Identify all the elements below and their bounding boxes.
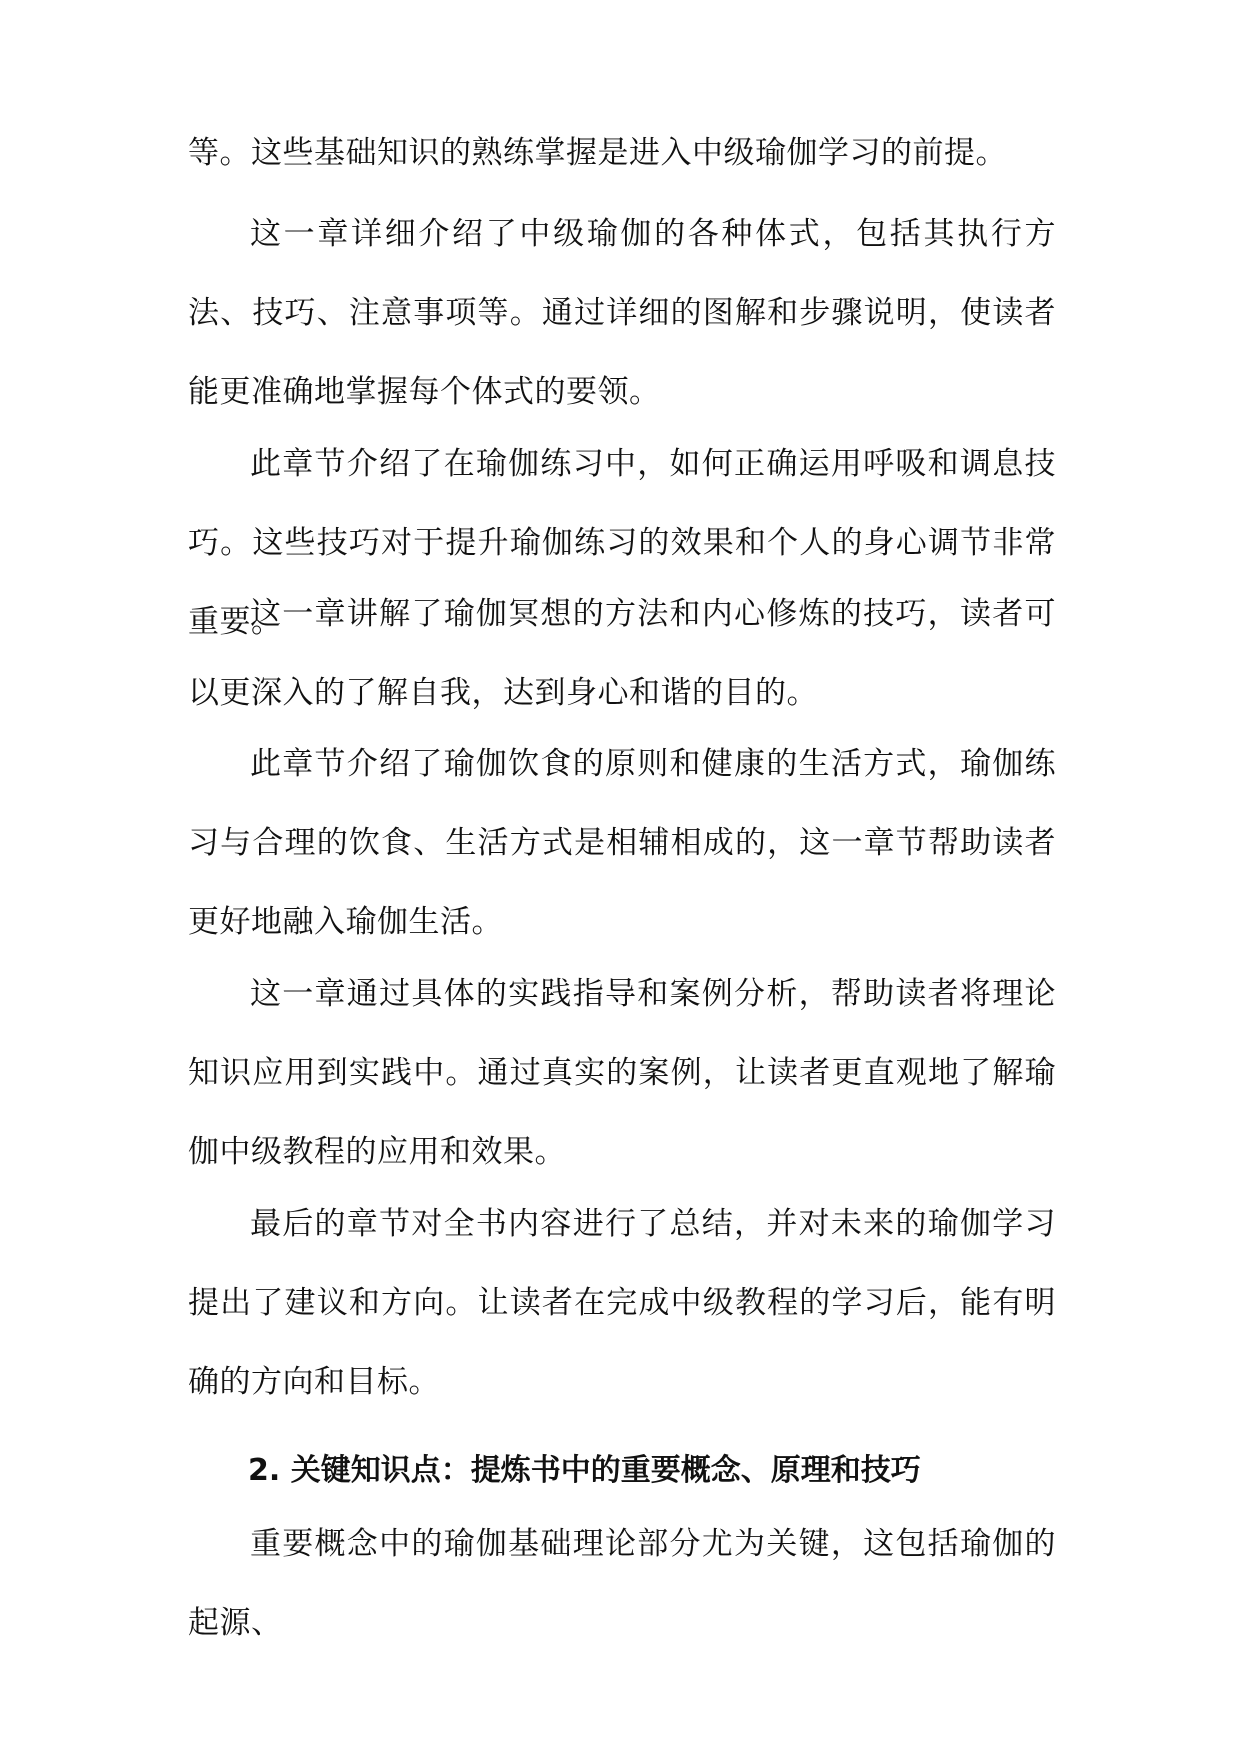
paragraph-diet-lifestyle: 此章节介绍了瑜伽饮食的原则和健康的生活方式，瑜伽练习与合理的饮食、生活方式是相辅相成的，这一章节帮助读者更好地融入瑜伽生活。 (188, 746, 1056, 940)
paragraph-asanas: 这一章详细介绍了中级瑜伽的各种体式，包括其执行方法、技巧、注意事项等。通过详细的图解和步骤说明，使读者能更准确地掌握每个体式的要领。 (188, 216, 1056, 410)
paragraph-practice-cases: 这一章通过具体的实践指导和案例分析，帮助读者将理论知识应用到实践中。通过真实的案例，让读者更直观地了解瑜伽中级教程的应用和效果。 (188, 976, 1056, 1170)
paragraph-key-concepts: 重要概念中的瑜伽基础理论部分尤为关键，这包括瑜伽的起源、 (188, 1526, 1056, 1641)
paragraph-summary: 最后的章节对全书内容进行了总结，并对未来的瑜伽学习提出了建议和方向。让读者在完成中级教程的学习后，能有明确的方向和目标。 (188, 1206, 1056, 1400)
paragraph-continuation: 等。这些基础知识的熟练掌握是进入中级瑜伽学习的前提。 (188, 135, 1007, 171)
paragraph-breathing: 此章节介绍了在瑜伽练习中，如何正确运用呼吸和调息技巧。这些技巧对于提升瑜伽练习的效果和个人的身心调节非常重要。 (188, 446, 1056, 640)
section-heading: 2. 关键知识点：提炼书中的重要概念、原理和技巧 (248, 1453, 921, 1488)
paragraph-meditation: 这一章讲解了瑜伽冥想的方法和内心修炼的技巧，读者可以更深入的了解自我，达到身心和谐的目的。 (188, 596, 1056, 711)
